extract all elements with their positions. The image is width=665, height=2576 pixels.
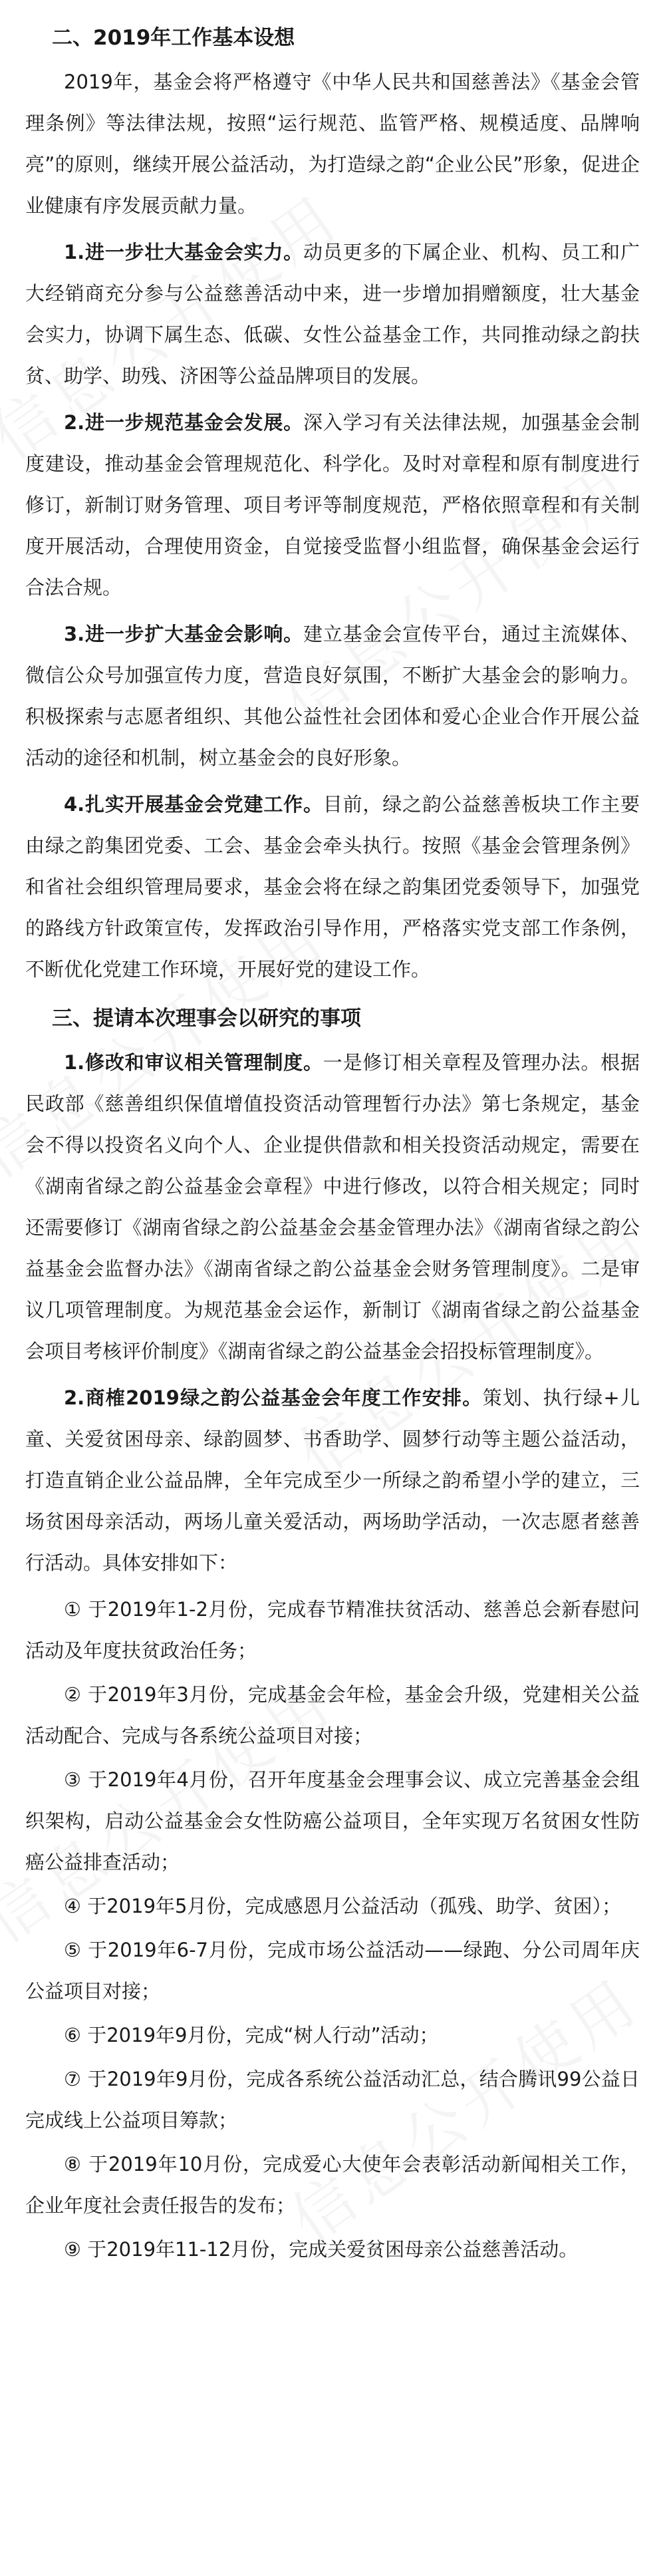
plan-point-2 [25, 402, 640, 608]
schedule-item-8: ⑧ 于2019年10月份，完成爱心大使年会表彰活动新闻相关工作，企业年度社会责任报告的发布； [25, 2153, 640, 2217]
plan-point-title: 4.扎实开展基金会党建工作。 [64, 793, 323, 816]
schedule-item-6: ⑥ 于2019年9月份，完成“树人行动”活动； [64, 2024, 439, 2046]
schedule-item-1: ① 于2019年1-2月份，完成春节精准扶贫活动、慈善总会新春慰问活动及年度扶贫政治任务； [25, 1598, 640, 1662]
board-point-body: 一是修订相关章程及管理办法。根据民政部《慈善组织保值增值投资活动管理暂行办法》第七条规定，基金会不得以投资名义向个人、企业提供借款和相关投资活动规定，需要在《湖南省绿之韵公益基金会章程》中进行修改，以符合相关规定；同时还需要修订《湖南省绿之韵公益基金会基金管理办法》《湖南省绿之韵公益基金会监督办法》《湖南省绿之韵公益基金会财务管理制度》。二是审议几项管理制度。为规范基金会运作，新制订《湖南省绿之韵公益基金会项目考核评价制度》《湖南省绿之韵公益基金会招投标管理制度》。 [25, 1051, 640, 1363]
board-point-body: 策划、执行绿+儿童、关爱贫困母亲、绿韵圆梦、书香助学、圆梦行动等主题公益活动，打造直销企业公益品牌，全年完成至少一所绿之韵希望小学的建立，三场贫困母亲活动，两场儿童关爱活动，两场助学活动，一次志愿者慈善行活动。具体安排如下： [25, 1386, 640, 1574]
board-point-1 [25, 1042, 640, 1372]
plan-point-body: 深入学习有关法律法规，加强基金会制度建设，推动基金会管理规范化、科学化。及时对章程和原有制度进行修订，新制订财务管理、项目考评等制度规范，严格依照章程和有关制度开展活动，合理使用资金，自觉接受监督小组监督，确保基金会运行合法合规。 [25, 411, 640, 599]
plan-point-1 [25, 232, 640, 397]
board-point-title: 1.修改和审议相关管理制度。 [64, 1051, 323, 1074]
plan-point-title: 3.进一步扩大基金会影响。 [64, 623, 303, 645]
section-heading-2019-plan: 二、2019年工作基本设想 [52, 26, 295, 50]
schedule-item-2: ② 于2019年3月份，完成基金会年检，基金会升级，党建相关公益活动配合、完成与各系统公益项目对接； [25, 1683, 640, 1747]
plan-point-body: 建立基金会宣传平台，通过主流媒体、微信公众号加强宣传力度，营造良好氛围，不断扩大基金会的影响力。积极探索与志愿者组织、其他公益性社会团体和爱心企业合作开展公益活动的途径和机制，树立基金会的良好形象。 [25, 623, 640, 769]
board-point-2 [25, 1377, 640, 1583]
schedule-item-7: ⑦ 于2019年9月份，完成各系统公益活动汇总，结合腾讯99公益日完成线上公益项目筹款； [25, 2068, 640, 2132]
schedule-item-5: ⑤ 于2019年6-7月份，完成市场公益活动——绿跑、分公司周年庆公益项目对接； [25, 1939, 640, 2003]
plan-point-3 [25, 613, 640, 778]
section-intro-paragraph: 2019年，基金会将严格遵守《中华人民共和国慈善法》《基金会管理条例》等法律法规，按照“运行规范、监管严格、规模适度、品牌响亮”的原则，继续开展公益活动，为打造绿之韵“企业公民”形象，促进企业健康有序发展贡献力量。 [25, 71, 640, 217]
plan-point-title: 1.进一步壮大基金会实力。 [64, 241, 303, 263]
plan-point-4 [25, 784, 640, 990]
board-point-title: 2.商榷2019绿之韵公益基金会年度工作安排。 [64, 1386, 483, 1409]
plan-point-body: 目前，绿之韵公益慈善板块工作主要由绿之韵集团党委、工会、基金会牵头执行。按照《基金会管理条例》和省社会组织管理局要求，基金会将在绿之韵集团党委领导下，加强党的路线方针政策宣传，发挥政治引导作用，严格落实党支部工作条例，不断优化党建工作环境，开展好党的建设工作。 [25, 793, 640, 981]
schedule-item-9: ⑨ 于2019年11-12月份，完成关爱贫困母亲公益慈善活动。 [64, 2238, 579, 2261]
section-heading-board-matters: 三、提请本次理事会以研究的事项 [52, 1007, 361, 1031]
schedule-item-3: ③ 于2019年4月份，召开年度基金会理事会议、成立完善基金会组织架构，启动公益基金会女性防癌公益项目，全年实现万名贫困女性防癌公益排查活动； [25, 1768, 640, 1873]
plan-point-title: 2.进一步规范基金会发展。 [64, 411, 303, 434]
schedule-item-4: ④ 于2019年5月份，完成感恩月公益活动（孤残、助学、贫困）； [64, 1895, 621, 1917]
plan-point-body: 动员更多的下属企业、机构、员工和广大经销商充分参与公益慈善活动中来，进一步增加捐赠额度，壮大基金会实力，协调下属生态、低碳、女性公益基金工作，共同推动绿之韵扶贫、助学、助残、济困等公益品牌项目的发展。 [25, 241, 640, 387]
